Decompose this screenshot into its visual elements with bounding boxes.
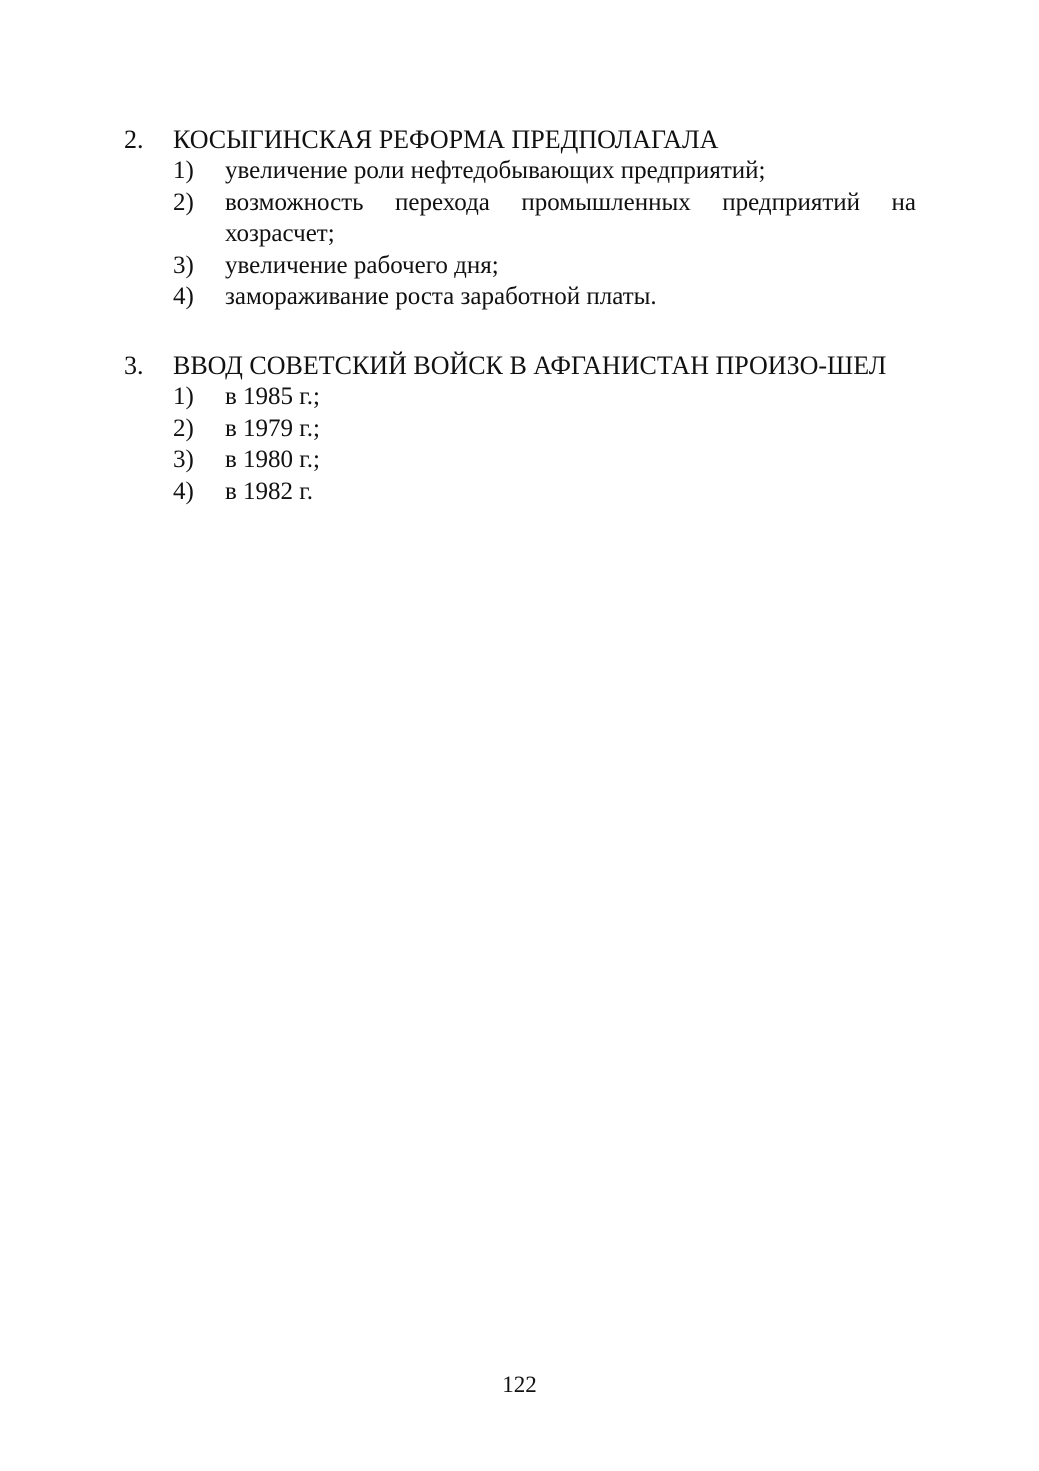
option-number: 3) xyxy=(173,446,194,473)
answer-option xyxy=(124,444,916,476)
question-number: 2. xyxy=(124,125,144,154)
option-text: в 1985 г.; xyxy=(225,383,320,410)
question-2 xyxy=(124,124,916,313)
answer-option xyxy=(124,381,916,413)
answer-options xyxy=(124,381,916,507)
question-header xyxy=(124,124,916,155)
answer-option xyxy=(124,476,916,508)
answer-option xyxy=(124,413,916,445)
answer-option xyxy=(124,281,916,313)
answer-options xyxy=(124,155,916,313)
question-3 xyxy=(124,350,916,507)
answer-option xyxy=(124,250,916,282)
option-text: замораживание роста заработной платы. xyxy=(225,283,657,310)
option-text: увеличение роли нефтедобывающих предприятий; xyxy=(225,157,766,184)
question-title: ВВОД СОВЕТСКИЙ ВОЙСК В АФГАНИСТАН ПРОИЗО-ШЕЛ xyxy=(173,351,887,380)
option-text: в 1982 г. xyxy=(225,477,313,505)
option-number: 3) xyxy=(173,251,194,279)
option-number: 4) xyxy=(173,283,194,310)
option-number: 2) xyxy=(173,188,194,216)
option-number: 2) xyxy=(173,414,194,442)
option-number: 4) xyxy=(173,477,194,505)
question-title: КОСЫГИНСКАЯ РЕФОРМА ПРЕДПОЛАГАЛА xyxy=(173,125,719,154)
question-number: 3. xyxy=(124,351,144,380)
option-text: увеличение рабочего дня; xyxy=(225,251,499,279)
answer-option xyxy=(124,155,916,187)
option-number: 1) xyxy=(173,157,194,184)
option-text: в 1980 г.; xyxy=(225,446,320,473)
answer-option xyxy=(124,187,916,250)
option-text: возможность перехода промышленных предприятий на хозрасчет; xyxy=(225,188,916,247)
option-number: 1) xyxy=(173,383,194,410)
option-text: в 1979 г.; xyxy=(225,414,320,442)
page-number: 122 xyxy=(502,1372,537,1397)
question-header xyxy=(124,350,916,381)
